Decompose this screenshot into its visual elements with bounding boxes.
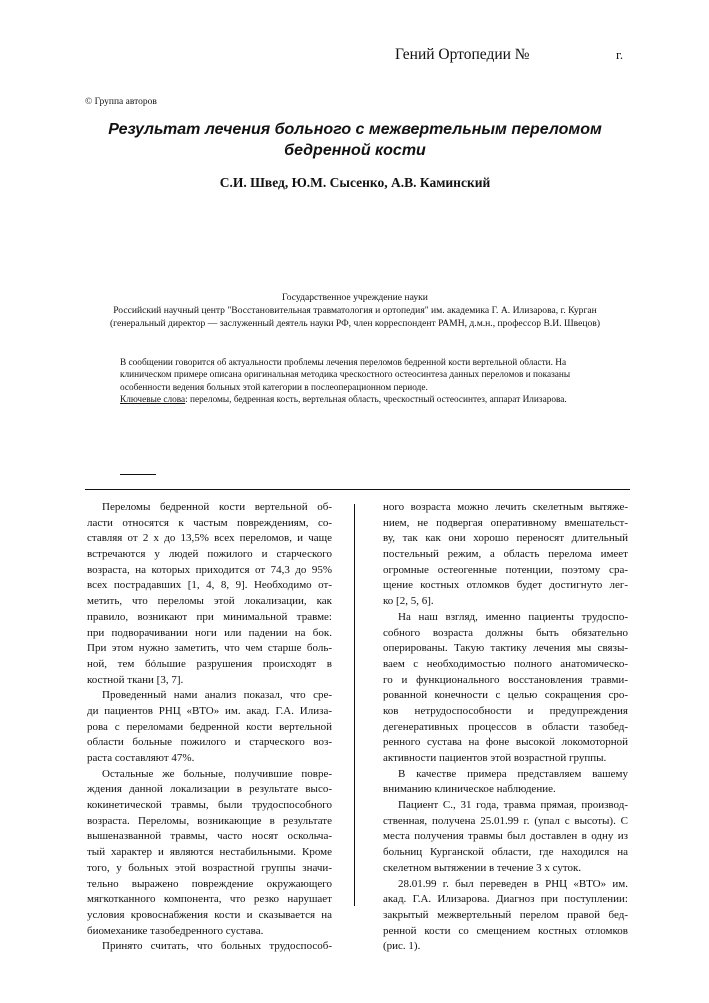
abstract-line: особенности ведения больных этой категории в послеоперационном периоде.	[120, 382, 428, 393]
body-text-line: активности пациентов этой возрастной группы.	[383, 752, 607, 764]
body-text-line: ков нетрудоспособности и предупреждения	[383, 704, 628, 717]
body-text-line: при подворачивании ноги или падении на бок.	[87, 626, 332, 639]
keywords-label: Ключевые слова	[120, 395, 186, 406]
body-column-left	[87, 500, 332, 955]
journal-header	[395, 46, 635, 64]
body-text-line: тый характер и являются нестабильными. Кроме	[87, 846, 332, 859]
body-text-line: рованной конечности с целью сокращения сро-	[383, 689, 628, 702]
body-text-line: области больные пожилого и старческого воз-	[87, 736, 332, 749]
body-text-line: 28.01.99 г. был переведен в РНЦ «ВТО» им.	[398, 877, 628, 890]
body-text-line: ной, тем бóльшие разрушения происходят в	[87, 657, 332, 670]
keywords-text: : переломы, бедренная кость, вертельная область, чрескостный остеосинтез, аппарат Илизарова.	[185, 395, 567, 406]
body-text-line: метить, что переломы этой локализации, как	[87, 595, 332, 608]
body-text-line: возраста. Переломы, возникающие в результате	[87, 814, 332, 827]
abstract-line: клиническом примере описана оригинальная методика чрескостного остеосинтеза данных переломов и показаны	[120, 370, 571, 381]
journal-title: Гений Ортопедии №	[395, 46, 530, 63]
body-text-line: встречаются у людей пожилого и старческого	[87, 548, 332, 561]
body-text-line: На наш взгляд, именно пациенты трудоспо-	[398, 610, 628, 623]
body-text-line: вниманию клиническое наблюдение.	[383, 783, 556, 796]
body-text-line: Проведенный нами анализ показал, что сре-	[102, 689, 332, 702]
body-text-line: больниц Курганской области, где находился на	[383, 846, 628, 859]
affiliation	[60, 291, 650, 330]
body-text-line: места получения травмы был доставлен в одну из	[383, 830, 628, 843]
title-line: Результат лечения больного с межвертельным переломом	[108, 121, 602, 138]
body-text-line: огромные остеогенные потенции, поэтому сра-	[383, 563, 628, 576]
body-text-line: собного возраста должны быть обязательно	[383, 626, 628, 639]
body-text-line: Пациент С., 31 года, травма прямая, производ-	[398, 799, 628, 812]
body-column-right	[383, 500, 628, 955]
body-text-line: щение костных отломков будет достигнуто лег-	[383, 579, 628, 592]
column-divider	[354, 504, 355, 906]
body-text-line: ренного сустава на фоне высокой локомоторной	[383, 736, 628, 749]
body-text-line: (рис. 1).	[383, 940, 421, 953]
body-text-line: акад. Г.А. Илизарова. Диагноз при поступлении:	[383, 893, 628, 906]
body-text-line: оперированы. Такую тактику лечения мы связы-	[383, 642, 628, 655]
affiliation-line: Российский научный центр "Восстановительная травматология и ортопедия" им. академика Г. А. Илизарова, г. Курган	[113, 305, 597, 316]
section-divider	[85, 489, 630, 490]
body-text-line: правило, возникают при минимальной травме:	[87, 610, 332, 623]
body-text-line: ди пациентов РНЦ «ВТО» им. акад. Г.А. Илиза-	[87, 704, 332, 717]
abstract	[120, 357, 605, 407]
body-text-line: дегенеративных процессов в области тазобед-	[383, 720, 628, 733]
body-text-line: всех пострадавших [1, 4, 8, 9]. Необходимо от-	[87, 579, 332, 592]
body-text-line: ву, так как они хорошо переносят длительный	[383, 532, 628, 545]
body-text-line: ждения данной локализации в результате высо-	[87, 783, 332, 796]
body-text-line: возраста, на которых приходится от 74,3 до 95%	[87, 563, 332, 576]
body-text-line: вышеназванной травмы, часто носят оскольча-	[87, 830, 332, 843]
body-text-line: условия кровоснабжения кости и сказывается на	[87, 908, 332, 921]
abstract-line: В сообщении говорится об актуальности проблемы лечения переломов бедренной кости вертельной области. На	[120, 358, 567, 368]
body-text-line: Переломы бедренной кости вертельной об-	[102, 501, 332, 513]
body-text-line: тельно выражено повреждение окружающего	[87, 877, 332, 890]
affiliation-line: (генеральный директор — заслуженный деятель науки РФ, член корреспондент РАМН, д.м.н., профессор В.И. Швецов)	[109, 318, 601, 329]
body-text-line: раста составляют 47%.	[87, 752, 195, 764]
body-text-line: кокинетической травмы, были трудоспособного	[87, 799, 332, 812]
body-text-line: ного возраста можно лечить скелетным вытяже-	[383, 501, 628, 513]
body-text-line: биомеханике тазобедренного сустава.	[87, 924, 264, 937]
body-text-line: ласти относятся к частым повреждениям, со-	[87, 516, 332, 529]
body-text-line: Остальные же больные, получившие повре-	[102, 767, 332, 780]
body-text-line: того, у больных этой возрастной группы значи-	[87, 861, 332, 874]
body-text-line: костной ткани [3, 7].	[87, 673, 184, 686]
body-text-line: постельный режим, а область перелома имеет	[383, 548, 628, 561]
body-text-line: рова с переломами бедренной кости вертельной	[87, 720, 332, 733]
body-text-line: мягкотканного компонента, что резко нарушает	[87, 893, 332, 906]
body-text-line: Принято считать, что больных трудоспособ-	[102, 940, 332, 953]
body-text-line: ко [2, 5, 6].	[383, 595, 434, 608]
affiliation-line: Государственное учреждение науки	[282, 292, 428, 303]
body-text-line: закрытый межвертельный перелом правой бед-	[383, 908, 628, 921]
body-text-line: скелетном вытяжении в течение 3 х суток.	[383, 861, 582, 874]
body-text-line: ставляя от 2 х до 13,5% всех переломов, и чаще	[87, 532, 332, 545]
short-divider	[120, 474, 156, 475]
body-text-line: го и функционального восстановления травми-	[383, 673, 628, 686]
copyright: © Группа авторов	[85, 97, 157, 107]
body-text-line: ственная, получена 25.01.99 г. (упал с высоты). С	[383, 814, 628, 827]
body-text-line: При этом нужно заметить, что чем старше боль-	[87, 642, 332, 655]
body-text-line: ренной кости со смещением костных отломков	[383, 924, 628, 937]
title-line: бедренной кости	[284, 142, 426, 159]
authors: С.И. Швед, Ю.М. Сысенко, А.В. Каминский	[219, 175, 491, 190]
keywords	[120, 394, 605, 406]
body-text-line: ваем с необходимостью полного анатомическо-	[383, 657, 628, 670]
journal-year: г.	[616, 47, 624, 62]
body-text-line: нием, не подвергая оперативному вмешательст-	[383, 516, 628, 529]
body-text-line: В качестве примера представляем вашему	[398, 767, 628, 780]
article-title	[70, 119, 640, 161]
